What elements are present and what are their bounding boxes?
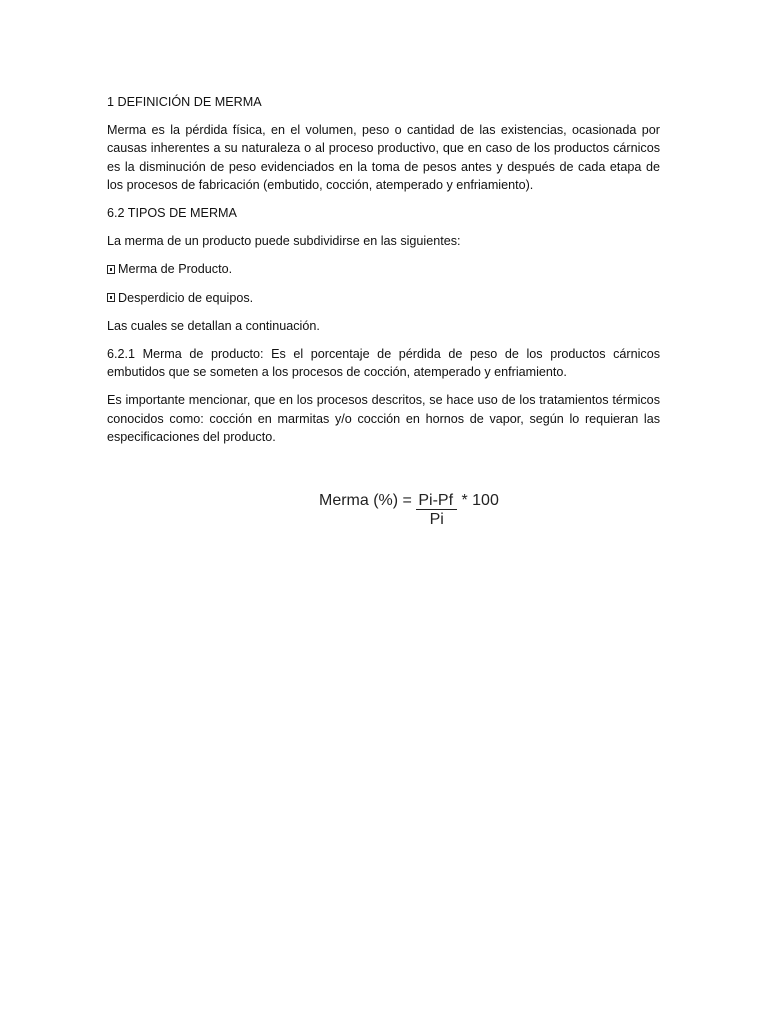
formula-lhs: Merma (%) = (319, 492, 412, 509)
thermal-treatment-paragraph: Es importante mencionar, que en los procesos descritos, se hace uso de los tratamientos térmicos conocidos como: cocción en marmitas y/o cocción en hornos de vapor, según lo requieran las especificaciones del producto. (107, 393, 660, 444)
list-item (107, 289, 660, 307)
formula-numerator: Pi-Pf (416, 492, 457, 510)
list-item-label: Desperdicio de equipos. (118, 290, 254, 305)
list-item (107, 260, 660, 278)
types-intro-paragraph: La merma de un producto puede subdividirse en las siguientes: (107, 234, 461, 249)
formula-fraction (416, 492, 457, 529)
details-paragraph: Las cuales se detallan a continuación. (107, 318, 320, 333)
definition-paragraph: Merma es la pérdida física, en el volumen, peso o cantidad de las existencias, ocasionada por causas inherentes a su naturaleza o al proceso productivo, que en caso de los productos cárnicos es la disminución de peso evidenciados en la toma de pesos antes y después de cada etapa de los procesos de fabricación (embutido, cocción, atemperado y enfriamiento). (107, 123, 660, 192)
section-heading-types: 6.2 TIPOS DE MERMA (107, 206, 237, 221)
bullet-box-icon (107, 265, 115, 274)
bullet-box-icon (107, 293, 115, 302)
section-heading-definition: 1 DEFINICIÓN DE MERMA (107, 95, 262, 109)
list-item-label: Merma de Producto. (118, 262, 233, 277)
product-merma-paragraph: 6.2.1 Merma de producto: Es el porcentaje de pérdida de peso de los productos cárnicos embutidos que se someten a los procesos de cocción, atemperado y enfriamiento. (107, 347, 660, 380)
formula-denominator: Pi (429, 511, 444, 528)
formula-rhs: * 100 (461, 492, 499, 509)
document-body (107, 93, 660, 456)
merma-formula (319, 492, 499, 529)
